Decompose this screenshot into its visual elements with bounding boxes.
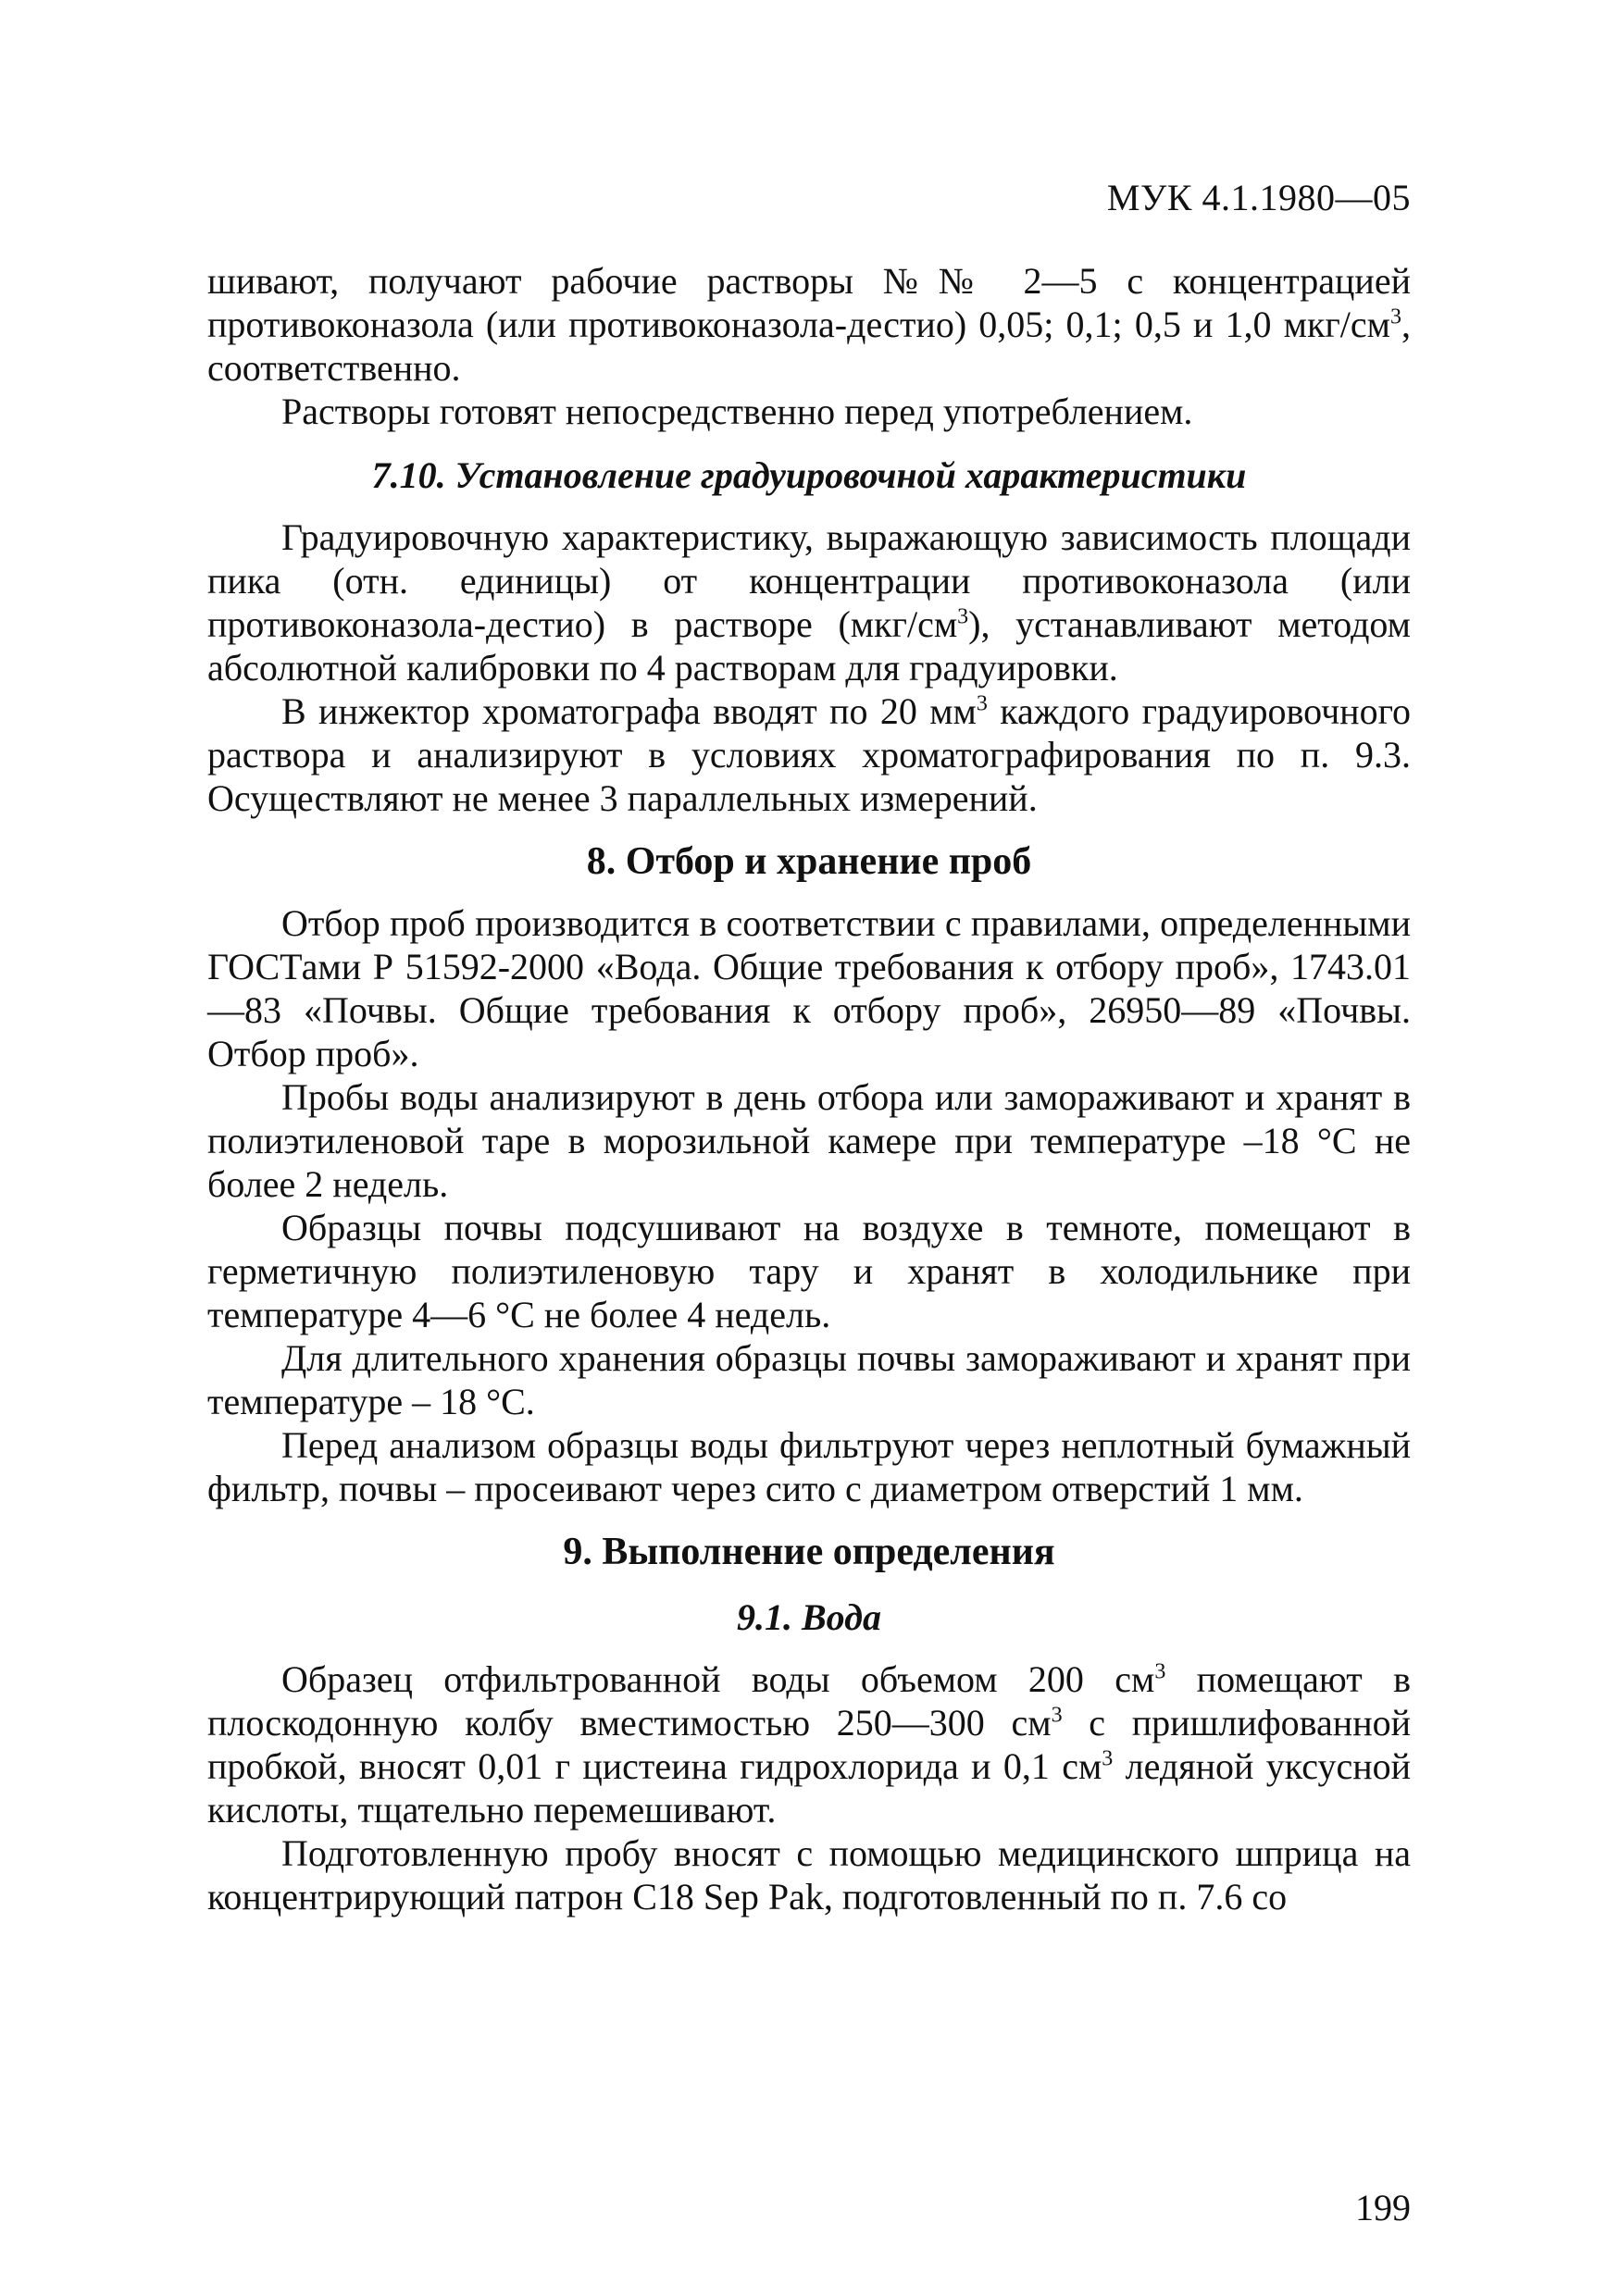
- paragraph-cartridge-loading: Подготовленную пробу вносят с помощью медицинского шприца на концентрирующий патрон С18 Sep Pak, подготовленный по п. 7.6 со: [207, 1832, 1411, 1917]
- text-run: В инжектор хроматографа вводят по 20 мм: [281, 690, 977, 732]
- paragraph-injector: [207, 689, 1411, 820]
- paragraph-prepare-before-use: Растворы готовят непосредственно перед употреблением.: [281, 391, 1193, 432]
- paragraph-sampling-rules: Отбор проб производится в соответствии с правилами, определенными ГОСТами Р 51592-2000 «Вода. Общие требования к отбору проб», 1743.01—83 «Почвы. Общие требования к отбору проб», 26950—89 «Почвы. Отбор проб».: [207, 902, 1411, 1074]
- subsection-heading-7-10: 7.10. Установление градуировочной характеристики: [371, 454, 1247, 496]
- text-run: ледяной уксусной кислоты, тщательно перемешивают.: [207, 1745, 1412, 1831]
- subsection-heading-9-1: 9.1. Вода: [737, 1596, 881, 1638]
- paragraph-long-storage: Для длительного хранения образцы почвы замораживают и хранят при температуре – 18 °С.: [207, 1337, 1411, 1422]
- superscript: 3: [1154, 1659, 1166, 1684]
- text-run: Градуировочную характеристику, выражающую зависимость площади пика (отн. единицы) от концентрации противоконазола (или противоконазола-дестио) в растворе (мкг/см: [207, 516, 1411, 645]
- page-number: 199: [1355, 2187, 1411, 2228]
- text-run: с пришлифованной пробкой, вносят 0,01 г цистеина гидрохлорида и 0,1 см: [207, 1702, 1412, 1787]
- paragraph-soil-samples: Образцы почвы подсушивают на воздухе в темноте, помещают в герметичную полиэтиленовую тару и хранят в холодильнике при температуре 4—6 °С не более 4 недель.: [207, 1207, 1411, 1335]
- paragraph-water-sample-prep: [207, 1657, 1411, 1831]
- paragraph-water-samples: Пробы воды анализируют в день отбора или замораживают и хранят в полиэтиленовой таре в морозильной камере при температуре –18 °С не более 2 недель.: [207, 1076, 1411, 1205]
- text-run: , соответственно.: [207, 304, 1411, 389]
- section-heading-8: 8. Отбор и хранение проб: [586, 840, 1032, 883]
- text-run: помещают в плоскодонную колбу вместимостью 250—300 см: [207, 1658, 1411, 1744]
- paragraph-calibration-characteristic: [207, 515, 1411, 689]
- document-page: [207, 176, 1411, 2230]
- superscript: 3: [957, 604, 969, 629]
- text-run: каждого градуировочного раствора и анализируют в условиях хроматографирования по п. 9.3. Осуществляют не менее 3 параллельных измерений.: [207, 690, 1411, 819]
- superscript: 3: [1390, 304, 1401, 329]
- superscript: 3: [976, 691, 988, 716]
- running-title: МУК 4.1.1980—05: [1106, 177, 1411, 218]
- superscript: 3: [1102, 1746, 1114, 1771]
- page-body: [207, 259, 1411, 1918]
- superscript: 3: [1051, 1703, 1063, 1728]
- section-heading-9: 9. Выполнение определения: [563, 1531, 1055, 1573]
- paragraph-before-analysis: Перед анализом образцы воды фильтруют через неплотный бумажный фильтр, почвы – просеивают через сито с диаметром отверстий 1 мм.: [207, 1424, 1411, 1509]
- paragraph-working-solutions: [207, 259, 1411, 390]
- text-run: ), устанавливают методом абсолютной калибровки по 4 растворам для градуировки.: [207, 603, 1411, 689]
- text-run: шивают, получают рабочие растворы №№ 2—5 с концентрацией противоконазола (или противоконазола-дестио) 0,05; 0,1; 0,5 и 1,0 мкг/см: [207, 260, 1411, 345]
- text-run: Образец отфильтрованной воды объемом 200 см: [281, 1658, 1155, 1700]
